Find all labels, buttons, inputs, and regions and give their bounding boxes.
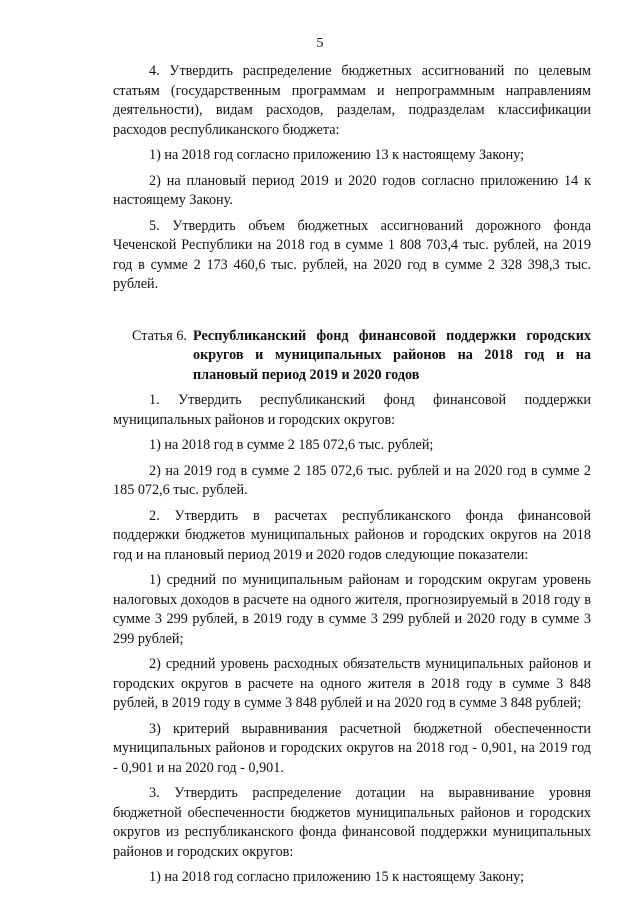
article-heading <box>113 327 591 386</box>
article-sub-paragraph-1: 1) на 2018 год в сумме 2 185 072,6 тыс. рублей; <box>149 437 434 453</box>
paragraph-item-5: 5. Утвердить объем бюджетных ассигнований дорожного фонда Чеченской Республики на 2018 год в сумме 1 808 703,4 тыс. рублей, на 2019 год в сумме 2 173 460,6 тыс. рублей, на 2020 год в сумме 2 328 398,3 тыс. рублей. <box>113 217 591 292</box>
article-paragraph-1: 1. Утвердить республиканский фонд финансовой поддержки муниципальных районов и городских округов: <box>113 392 591 428</box>
sub-paragraph-1: 1) на 2018 год согласно приложению 13 к настоящему Закону; <box>149 147 525 163</box>
article-indicator-1: 1) средний по муниципальным районам и городским округам уровень налоговых доходов в расчете на одного жителя, прогнозируемый в 2018 году в сумме 3 299 рублей, в 2019 году в сумме 3 299 рублей и 2020 году в сумме 3 299 рублей; <box>113 572 591 647</box>
page-number: 5 <box>316 36 324 51</box>
article-indicator-3: 3) критерий выравнивания расчетной бюджетной обеспеченности муниципальных районов и городских округов на 2018 год - 0,901, на 2019 год - 0,901 и на 2020 год - 0,901. <box>113 720 591 776</box>
article-paragraph-2: 2. Утвердить в расчетах республиканского фонда финансовой поддержки бюджетов муниципальных районов и городских округов на 2018 год и на плановый период 2019 и 2020 годов следующие показатели: <box>113 507 591 563</box>
document-body <box>113 62 591 894</box>
sub-paragraph-2: 2) на плановый период 2019 и 2020 годов согласно приложению 14 к настоящему Закону. <box>113 172 591 208</box>
article-indicator-2: 2) средний уровень расходных обязательств муниципальных районов и городских округов в расчете на одного жителя в 2018 году в сумме 3 848 рублей, в 2019 году в сумме 3 848 рублей и на 2020 год в сумме 3 848 рублей; <box>113 656 591 711</box>
article-paragraph-3: 3. Утвердить распределение дотации на выравнивание уровня бюджетной обеспеченности бюджетов муниципальных районов и городских округов из республиканского фонда финансовой поддержки муниципальных районов и городских округов: <box>113 785 591 860</box>
article-sub-paragraph-3: 1) на 2018 год согласно приложению 15 к настоящему Закону; <box>149 869 525 885</box>
paragraph-item-4: 4. Утвердить распределение бюджетных ассигнований по целевым статьям (государственным программам и непрограммным направлениям деятельности), видам расходов, разделам, подразделам классификации расходов республиканского бюджета: <box>113 63 591 138</box>
article-label: Статья 6. <box>132 327 187 344</box>
section-spacer <box>113 301 591 327</box>
article-sub-paragraph-2: 2) на 2019 год в сумме 2 185 072,6 тыс. рублей и на 2020 год в сумме 2 185 072,6 тыс. рублей. <box>113 462 591 498</box>
article-title: Республиканский фонд финансовой поддержки городских округов и муниципальных районов на 2018 год и на плановый период 2019 и 2020 годов <box>192 327 591 383</box>
